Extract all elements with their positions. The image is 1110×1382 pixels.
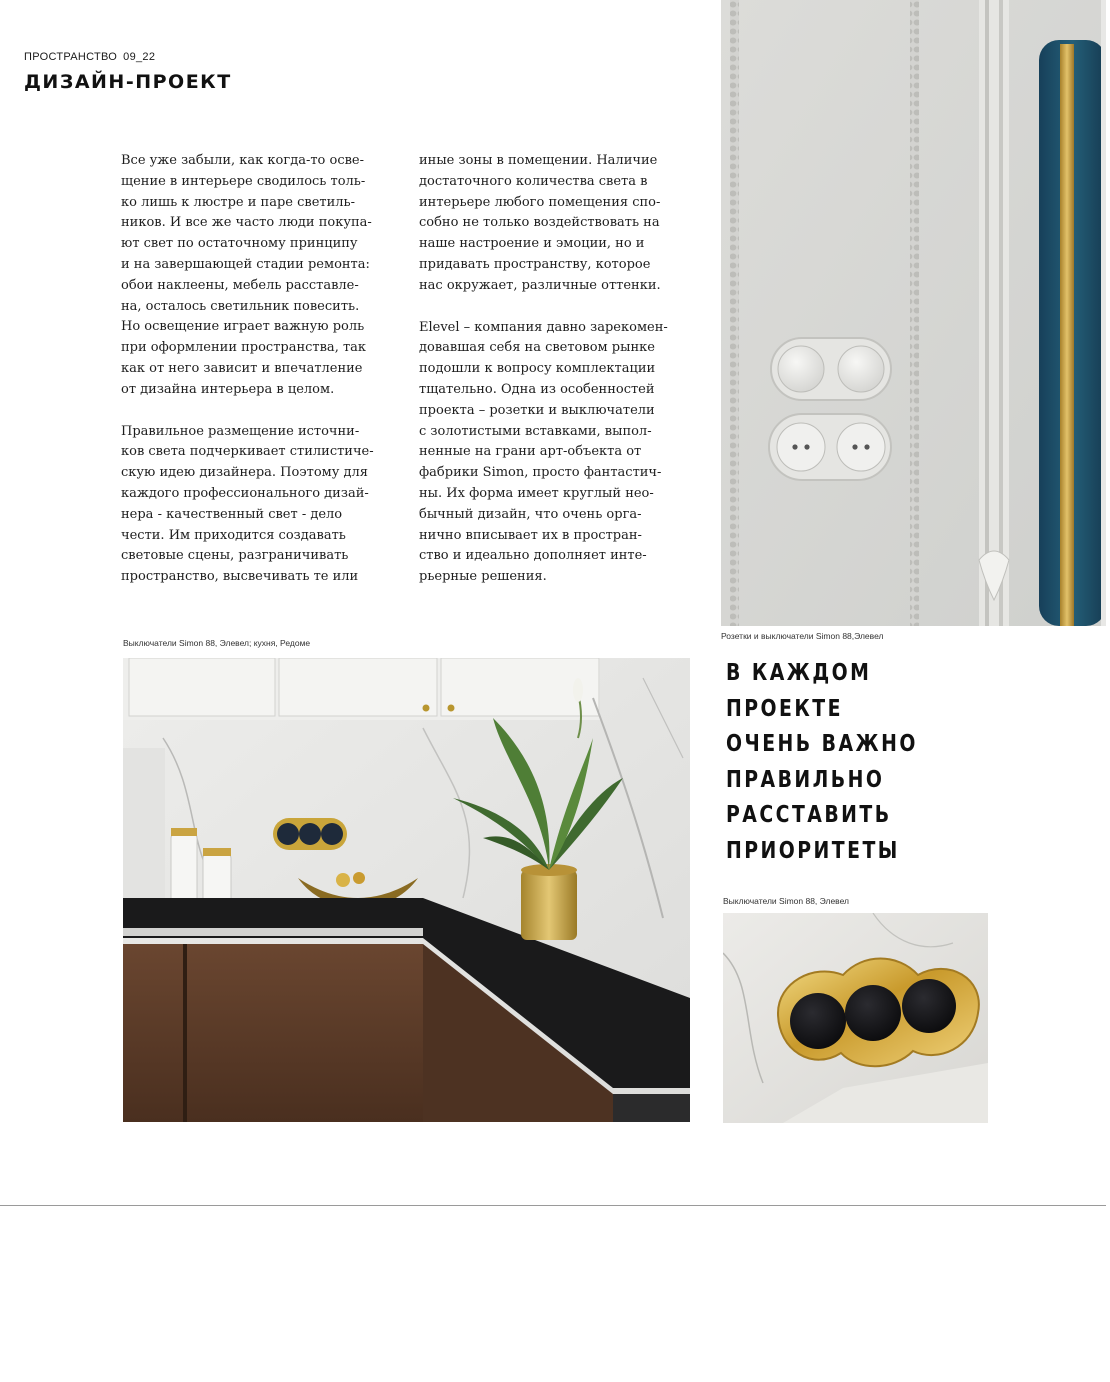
caption-kitchen: Выключатели Simon 88, Элевел; кухня, Редоме bbox=[123, 638, 311, 648]
paragraph: Elevel – компания давно зарекомен- довавшая себя на световом рынке подошли к вопросу комплектации тщательно. Одна из особенностей проекта – розетки и выключатели с золотистыми вставками, выпол- ненные на грани арт-объекта от фабрики Simon, просто фантастич- ны. Их форма имеет круглый нео- бычный дизайн, что очень орга- нично вписывает их в простран- ство и идеально дополняет инте- рьерные решения. bbox=[419, 319, 668, 585]
section-kicker: ПРОСТРАНСТВО bbox=[24, 51, 118, 63]
paragraph: Правильное размещение источни- ков света подчеркивает стилистиче- скую идею дизайнера. Поэтому для каждого профессионального дизай- нера - качественный свет - дело чести. Им приходится создавать световые сцены, разграничивать пространство, высвечивать те или bbox=[121, 423, 374, 585]
article-column-left bbox=[121, 151, 411, 609]
photo-outlets-wall bbox=[721, 0, 1106, 626]
page-divider bbox=[0, 1205, 1106, 1206]
article-column-right bbox=[419, 151, 709, 609]
photo-kitchen bbox=[123, 658, 690, 1122]
section-title: ДИЗАЙН-ПРОЕКТ bbox=[24, 71, 232, 93]
issue-number: 09_22 bbox=[123, 51, 156, 63]
paragraph: Все уже забыли, как когда-то осве- щение в интерьере сводилось толь- ко лишь к люстре и паре светиль- ников. И все же часто люди покупа- ют свет по остаточному принципу и на завершающей стадии ремонта: обои наклеены, мебель расставле- на, осталось светильник повесить. Но освещение играет важную роль при оформлении пространства, так как от него зависит и впечатление от дизайна интерьера в целом. bbox=[121, 153, 372, 397]
photo-gold-switches bbox=[723, 913, 988, 1123]
caption-outlets: Розетки и выключатели Simon 88,Элевел bbox=[721, 631, 884, 641]
magazine-kicker bbox=[24, 51, 155, 63]
caption-gold-switches: Выключатели Simon 88, Элевел bbox=[723, 896, 849, 906]
paragraph: иные зоны в помещении. Наличие достаточного количества света в интерьере любого помещения спо- собно не только воздействовать на наше настроение и эмоции, но и придавать пространству, которое нас окружает, различные оттенки. bbox=[419, 153, 661, 293]
pull-quote: В КАЖДОМ ПРОЕКТЕ ОЧЕНЬ ВАЖНО ПРАВИЛЬНО РАССТАВИТЬ ПРИОРИТЕТЫ bbox=[726, 660, 918, 864]
